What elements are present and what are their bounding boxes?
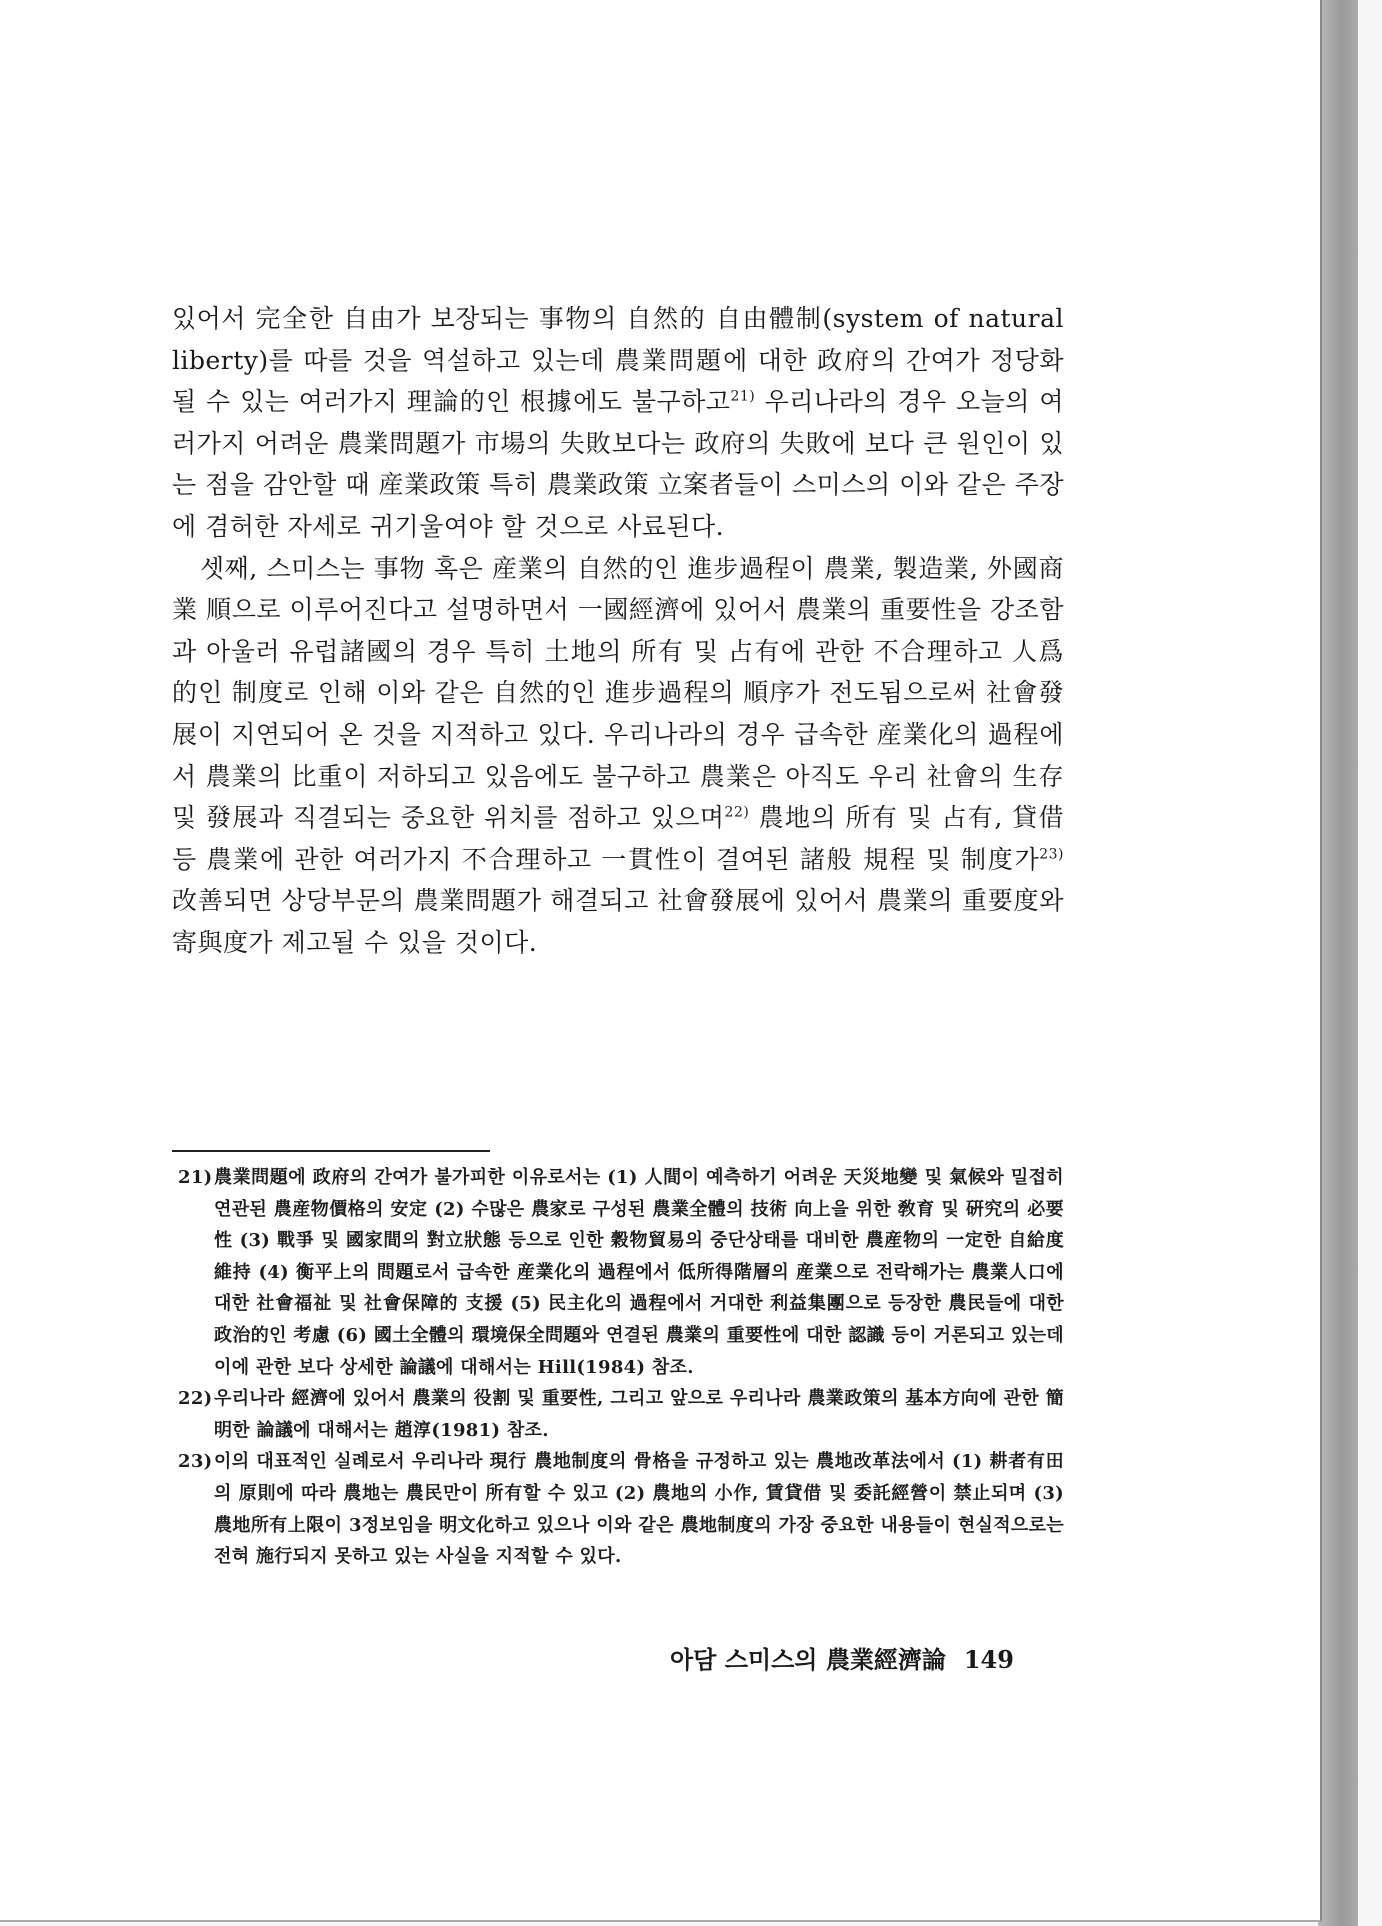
running-title: 아담 스미스의 農業經濟論 [670, 1645, 946, 1674]
footnote-22 [178, 1383, 1064, 1446]
footnote-separator [172, 1150, 490, 1152]
body-paragraph-1-part-a: 있어서 完全한 自由가 보장되는 事物의 自然的 自由體制(system of natural liberty)를 따를 것을 역설하고 있는데 農業問題에 대한 政府의 간여가 정당화될 수 있는 여러가지 理論的인 根據에도 불구하고 [172, 304, 1064, 417]
body-paragraph-2-part-a: 셋째, 스미스는 事物 혹은 産業의 自然的인 進步過程이 農業, 製造業, 外國商業 順으로 이루어진다고 설명하면서 一國經濟에 있어서 農業의 重要性을 강조함과 아울러 유럽諸國의 경우 특히 土地의 所有 및 占有에 관한 不合理하고 人爲的인 制度로 인해 이와 같은 自然的인 進步過程의 順序가 전도됨으로써 社會發展이 지연되어 온 것을 지적하고 있다. 우리나라의 경우 급속한 産業化의 過程에서 農業의 比重이 저하되고 있음에도 불구하고 農業은 아직도 우리 社會의 生存 및 發展과 직결되는 중요한 위치를 점하고 있으며 [172, 553, 1064, 833]
body-paragraph-2 [172, 548, 1064, 964]
footnote-text: 우리나라 經濟에 있어서 農業의 役割 및 重要性, 그리고 앞으로 우리나라 農業政策의 基本方向에 관한 簡明한 論議에 대해서는 趙淳(1981) 참조. [214, 1388, 1064, 1441]
footnote-text: 이의 대표적인 실례로서 우리나라 現行 農地制度의 骨格을 규정하고 있는 農地改革法에서 (1) 耕者有田의 原則에 따라 農地는 農民만이 所有할 수 있고 (2) 農地의 小作, 賃貸借 및 委託經營이 禁止되며 (3) 農地所有上限이 3정보임을 明文化하고 있으나 이와 같은 農地制度의 가장 중요한 내용들이 현실적으로는 전혀 施行되지 못하고 있는 사실을 지적할 수 있다. [214, 1451, 1064, 1568]
footnote-23 [178, 1446, 1064, 1572]
body-paragraph-2-part-b: 農地의 所有 및 占有, 貸借 등 農業에 관한 여러가지 不合理하고 一貫性이 결여된 諸般 規程 및 制度가 [172, 803, 1065, 874]
body-paragraph-1-part-b: 우리나라의 경우 오늘의 여러가지 어려운 農業問題가 市場의 失敗보다는 政府의 失敗에 보다 큰 원인이 있는 점을 감안할 때 産業政策 특히 農業政策 立案者들이 스미스의 이와 같은 주장에 겸허한 자세로 귀기울여야 할 것으로 사료된다. [172, 387, 1064, 541]
footnote-ref-21: 21) [730, 388, 756, 405]
page-stack-edge [1318, 0, 1358, 1926]
footnotes [178, 1162, 1064, 1573]
body-paragraph-2-part-c: 改善되면 상당부문의 農業問題가 해결되고 社會發展에 있어서 農業의 重要度와 寄與度가 제고될 수 있을 것이다. [172, 886, 1064, 957]
footnote-number: 22) [178, 1388, 213, 1410]
body-paragraph-1 [172, 298, 1064, 548]
footnote-number: 23) [178, 1451, 213, 1473]
footnote-21 [178, 1162, 1064, 1383]
footnote-number: 21) [178, 1167, 213, 1188]
footnote-ref-23: 23) [1039, 846, 1064, 863]
running-footer [670, 1640, 1064, 1675]
page-number: 149 [963, 1645, 1014, 1674]
footnote-text: 農業問題에 政府의 간여가 불가피한 이유로서는 (1) 人間이 예측하기 어려운 天災地變 및 氣候와 밀접히 연관된 農産物價格의 安定 (2) 수많은 農家로 구성된 農業全體의 技術 向上을 위한 敎育 및 硏究의 必要性 (3) 戰爭 및 國家間의 對立狀態 등으로 인한 穀物貿易의 중단상태를 대비한 農産物의 一定한 自給度 維持 (4) 衡平上의 問題로서 급속한 産業化의 過程에서 低所得階層의 産業으로 전락해가는 農業人口에 대한 社會福祉 및 社會保障的 支援 (5) 民主化의 過程에서 거대한 利益集團으로 등장한 農民들에 대한 政治的인 考慮 (6) 國土全體의 環境保全問題와 연결된 農業의 重要性에 대한 認識 등이 거론되고 있는데 이에 관한 보다 상세한 論議에 대해서는 Hill(1984) 참조. [214, 1167, 1064, 1378]
body-text [172, 298, 1064, 964]
footnote-ref-22: 22) [724, 804, 750, 821]
